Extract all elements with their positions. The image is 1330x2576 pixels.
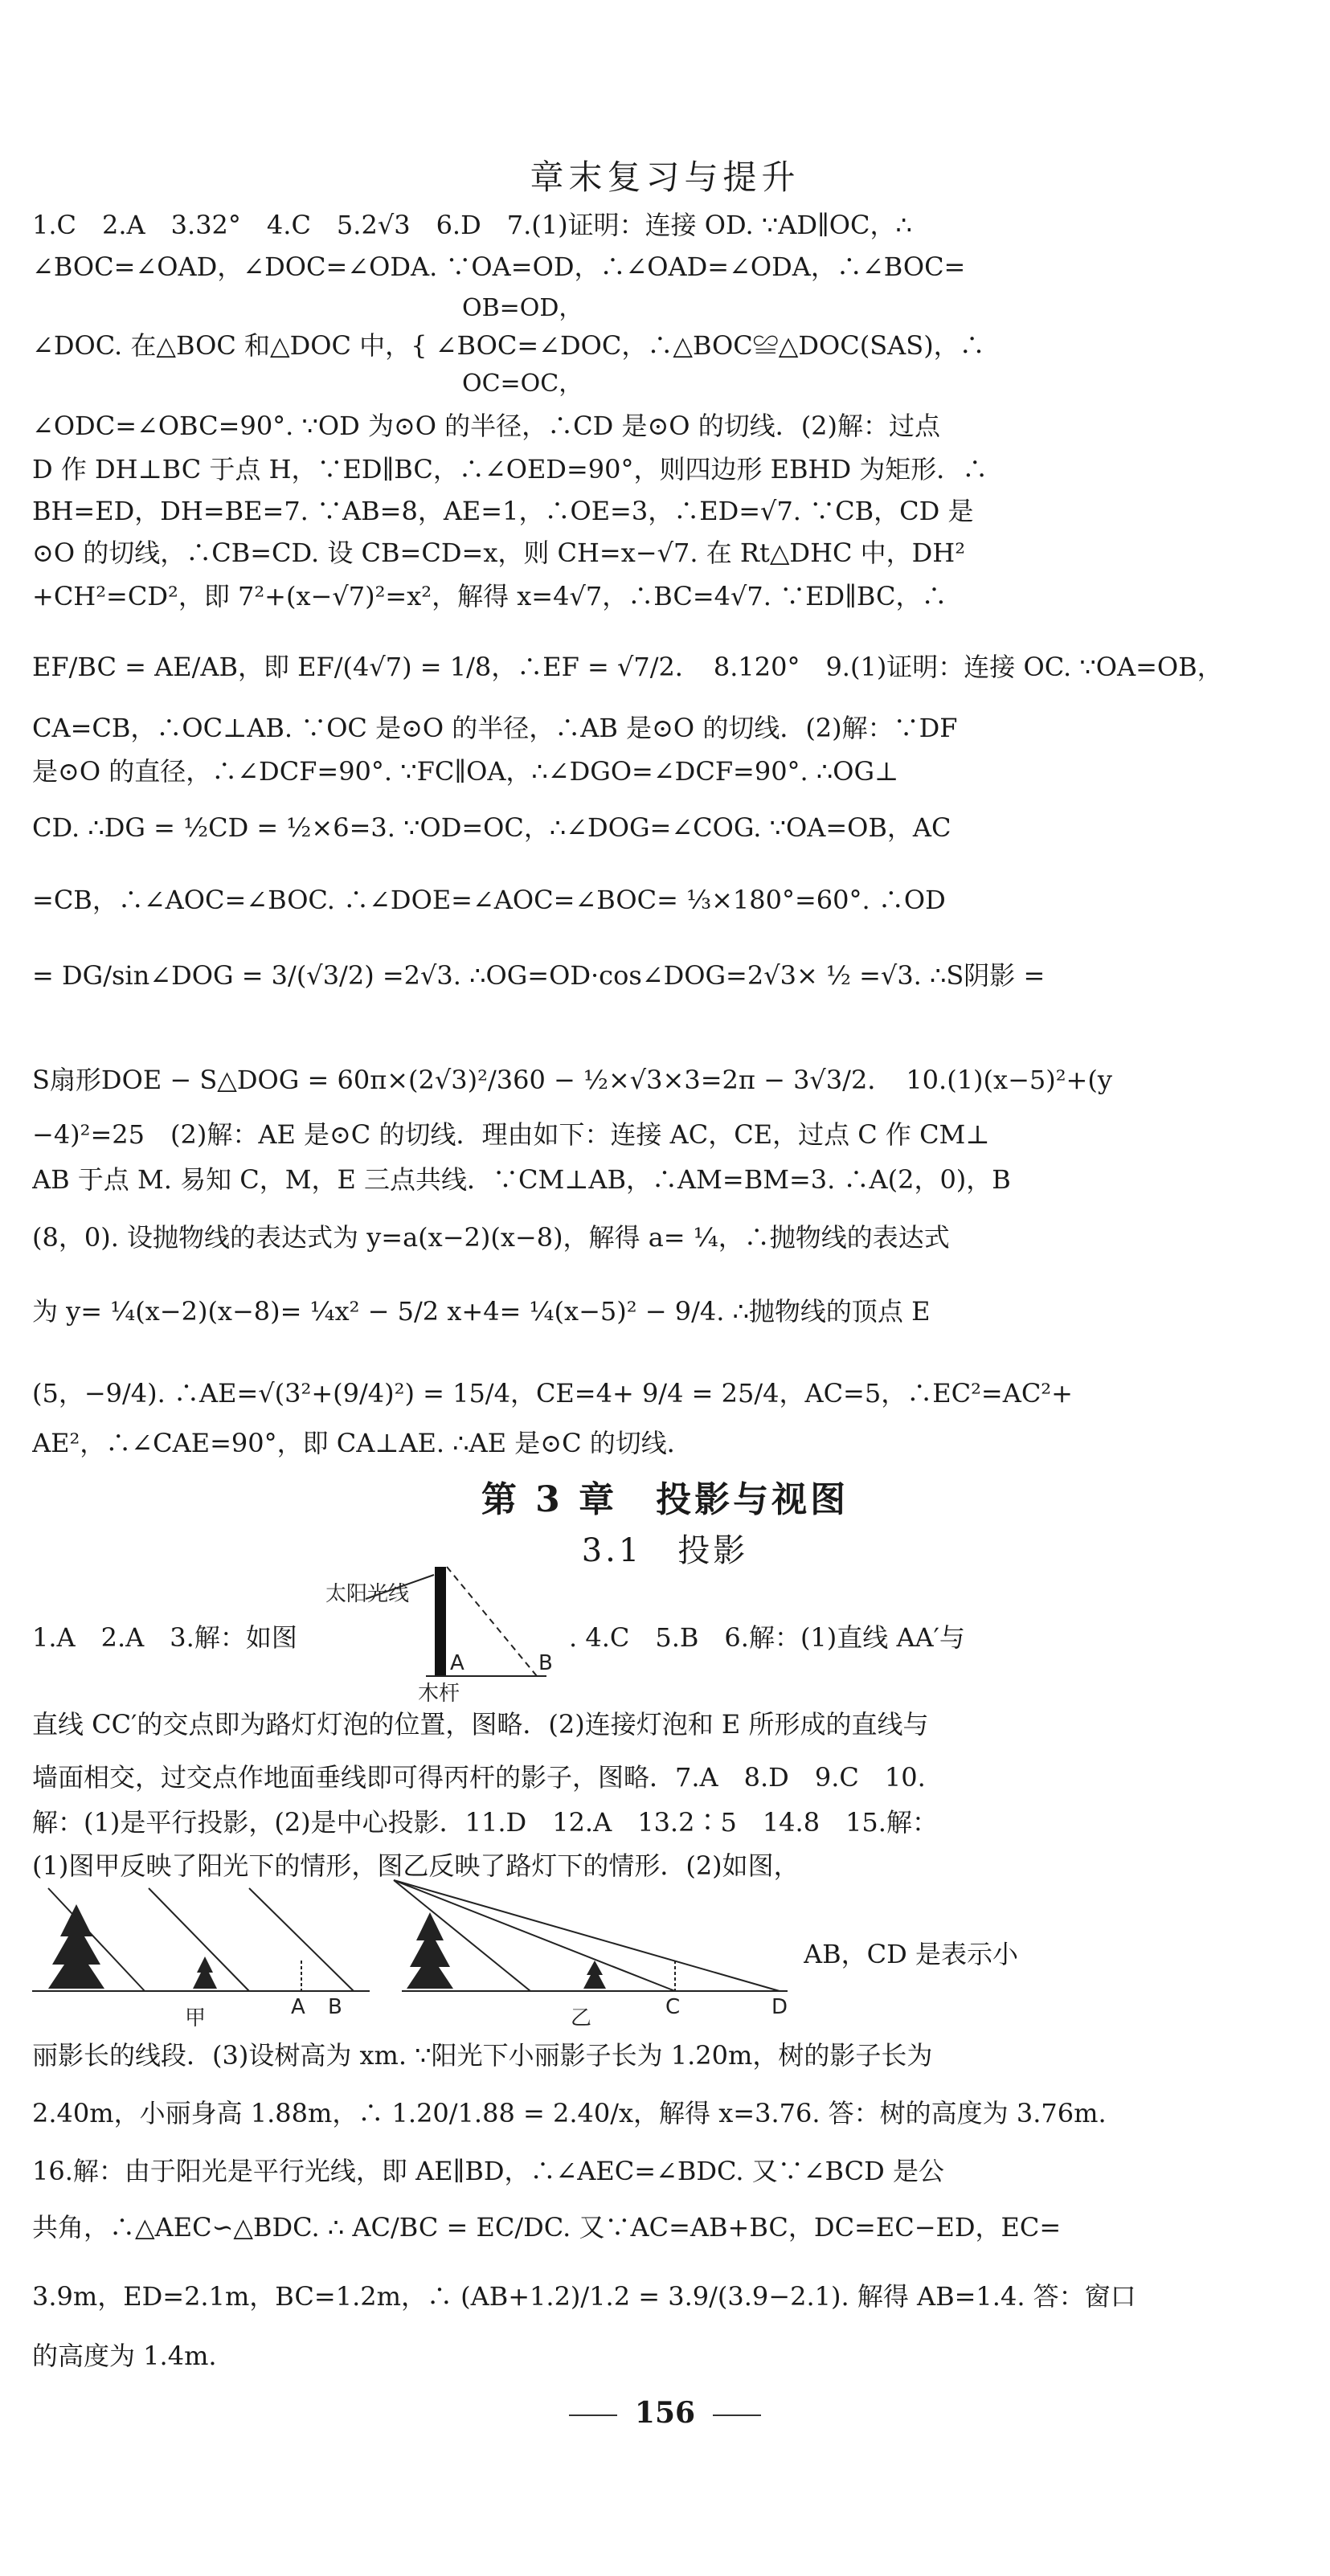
pole-label: 木杆 — [418, 1682, 460, 1703]
tree-icon — [48, 1904, 104, 1989]
text-line: AB，CD 是表示小 — [804, 1939, 1018, 1969]
text-line: OC=OC， — [462, 370, 583, 398]
text-line: 为 y= ¼(x−2)(x−8)= ¼x² − 5/2 x+4= ¼(x−5)² − 9/4. ∴抛物线的顶点 E — [32, 1296, 931, 1327]
text-line: ∠BOC=∠OAD，∠DOC=∠ODA. ∵OA=OD，∴∠OAD=∠ODA，∴∠BOC= — [32, 251, 966, 282]
page-number: 156 — [634, 2396, 696, 2430]
chapter-title: 第 3 章 投影与视图 — [481, 1479, 849, 1520]
text-line: OB=OD， — [462, 294, 583, 322]
text-line: =CB，∴∠AOC=∠BOC. ∴∠DOE=∠AOC=∠BOC= ⅓×180°=60°. ∴OD — [32, 885, 946, 915]
text-line: 共角，∴△AEC∽△BDC. ∴ AC/BC = EC/DC. 又∵AC=AB+BC，DC=EC−ED，EC= — [32, 2212, 1062, 2243]
page-number-area — [0, 2396, 1330, 2430]
text-line: 直线 CC′的交点即为路灯灯泡的位置，图略．(2)连接灯泡和 E 所形成的直线与 — [32, 1709, 929, 1740]
text-line: . 4.C 5.B 6.解：(1)直线 AA′与 — [569, 1622, 965, 1653]
shadow-figures — [32, 1872, 796, 2033]
label-yi: 乙 — [571, 2006, 592, 2030]
text-line: AE²，∴∠CAE=90°，即 CA⊥AE. ∴AE 是⊙C 的切线． — [32, 1428, 693, 1458]
text-line: (5，−9/4). ∴AE=√(3²+(9/4)²) = 15/4，CE=4+ 9/4 = 25/4，AC=5，∴EC²=AC²+ — [32, 1378, 1073, 1409]
text-line: +CH²=CD²，即 7²+(x−√7)²=x²，解得 x=4√7，∴BC=4√7. ∵ED∥BC，∴ — [32, 581, 947, 611]
figure-jia — [32, 1888, 370, 2030]
text-line: 丽影长的线段．(3)设树高为 xm. ∵阳光下小丽影子长为 1.20m，树的影子长为 — [32, 2040, 933, 2071]
subsection-title: 3.1 投影 — [581, 1532, 749, 1569]
text-line: 的高度为 1.4m. — [32, 2341, 217, 2371]
point-a: A — [450, 1651, 464, 1675]
label-c: C — [665, 1995, 681, 2019]
small-tree-icon — [193, 1957, 217, 1989]
text-line: (1)图甲反映了阳光下的情形，图乙反映了路灯下的情形．(2)如图， — [32, 1850, 800, 1881]
text-line: 2.40m，小丽身高 1.88m，∴ 1.20/1.88 = 2.40/x，解得 x=3.76. 答：树的高度为 3.76m. — [32, 2098, 1107, 2128]
sunlight-pole-figure — [321, 1559, 563, 1703]
text-line: CD. ∴DG = ½CD = ½×6=3. ∵OD=OC，∴∠DOG=∠COG. ∵OA=OB，AC — [32, 812, 951, 843]
text-line: 是⊙O 的直径，∴∠DCF=90°. ∵FC∥OA，∴∠DGO=∠DCF=90°. ∴OG⊥ — [32, 756, 899, 787]
figure-yi — [394, 1880, 788, 2030]
text-line: = DG/sin∠DOG = 3/(√3/2) =2√3. ∴OG=OD·cos∠DOG=2√3× ½ =√3. ∴S阴影 = — [32, 960, 1046, 991]
text-line: (8，0). 设抛物线的表达式为 y=a(x−2)(x−8)，解得 a= ¼，∴抛物线的表达式 — [32, 1222, 950, 1253]
text-line: 解：(1)是平行投影，(2)是中心投影．11.D 12.A 13.2∶5 14.8 15.解： — [32, 1807, 938, 1838]
divider — [713, 2414, 761, 2416]
label-b: B — [328, 1995, 342, 2019]
label-jia: 甲 — [185, 2006, 207, 2030]
divider — [569, 2414, 617, 2416]
text-line: CA=CB，∴OC⊥AB. ∵OC 是⊙O 的半径，∴AB 是⊙O 的切线．(2)解：∵DF — [32, 713, 958, 743]
text-line: 1.A 2.A 3.解：如图 — [32, 1622, 297, 1653]
text-line: S扇形DOE − S△DOG = 60π×(2√3)²/360 − ½×√3×3=2π − 3√3/2． 10.(1)(x−5)²+(y — [32, 1065, 1112, 1095]
text-line: −4)²=25 (2)解：AE 是⊙C 的切线．理由如下：连接 AC，CE，过点 C 作 CM⊥ — [32, 1119, 990, 1150]
text-line: 墙面相交，过交点作地面垂线即可得丙杆的影子，图略．7.A 8.D 9.C 10. — [32, 1762, 926, 1793]
text-line: D 作 DH⊥BC 于点 H，∵ED∥BC，∴∠OED=90°，则四边形 EBHD 为矩形．∴ — [32, 454, 988, 485]
text-line: EF/BC = AE/AB，即 EF/(4√7) = 1/8，∴EF = √7/2． 8.120° 9.(1)证明：连接 OC. ∵OA=OB， — [32, 652, 1223, 682]
small-tree-icon — [583, 1961, 606, 1989]
label-d: D — [771, 1995, 788, 2019]
label-a: A — [291, 1995, 305, 2019]
text-line: 16.解：由于阳光是平行光线，即 AE∥BD，∴∠AEC=∠BDC. 又∵∠BCD 是公 — [32, 2156, 944, 2186]
text-line: ⊙O 的切线，∴CB=CD. 设 CB=CD=x，则 CH=x−√7. 在 Rt△DHC 中，DH² — [32, 538, 966, 568]
sun-label: 太阳光线 — [325, 1582, 410, 1606]
text-line: BH=ED，DH=BE=7. ∵AB=8，AE=1，∴OE=3，∴ED=√7. ∵CB，CD 是 — [32, 496, 974, 526]
point-b: B — [538, 1651, 553, 1675]
text-line: ∠ODC=∠OBC=90°. ∵OD 为⊙O 的半径，∴CD 是⊙O 的切线．(2)解：过点 — [32, 411, 941, 441]
text-line: ∠DOC. 在△BOC 和△DOC 中，{ ∠BOC=∠DOC，∴△BOC≌△DOC(SAS)，∴ — [32, 330, 985, 361]
section-title: 章末复习与提升 — [530, 157, 800, 197]
text-line: 1.C 2.A 3.32° 4.C 5.2√3 6.D 7.(1)证明：连接 OD. ∵AD∥OC，∴ — [32, 210, 912, 240]
text-line: 3.9m，ED=2.1m，BC=1.2m，∴ (AB+1.2)/1.2 = 3.9/(3.9−2.1). 解得 AB=1.4. 答：窗口 — [32, 2281, 1136, 2312]
text-line: AB 于点 M. 易知 C，M，E 三点共线．∵CM⊥AB，∴AM=BM=3. ∴A(2，0)，B — [32, 1164, 1011, 1195]
